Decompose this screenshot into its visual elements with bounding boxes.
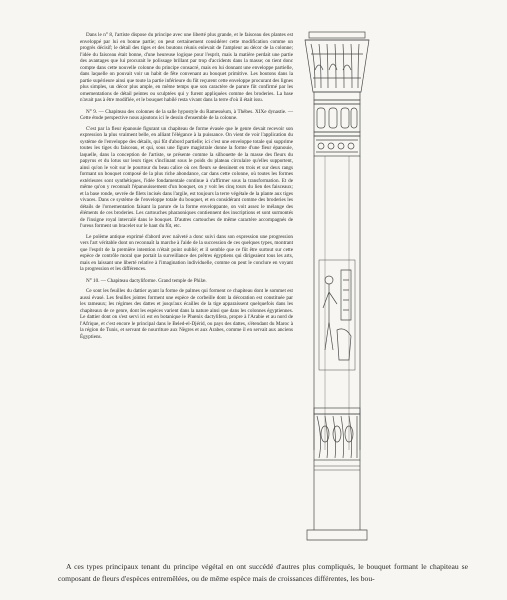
- paragraph-palm-capital: Ce sont les feuilles du dattier ayant la forme de palmes qui forment ce chapiteau dont le sommet est aussi évasé. Les feuilles jointes forment une espèce de corbeille dont la décoration est constituée par les rameaux; les régimes des dattes et jusqu'aux écailles de la tige apparaissent quelquefois dans les chapiteaux de ce genre, dont les espèces varient dans la nature ainsi que dans les colonnes égyptiennes. Le dattier dont on s'est servi ici est en botanique le Phœnix dactylifera, propre à l'Arabie et au nord de l'Afrique, et c'est encore le principal dans le Beled-el-Djérid, ou pays des dattes, s'étendant du Maroc à la région de Tunis, et servant de nourriture aux Nègres et aux Arabes, comme il en servait aux anciens Égyptiens.: [80, 288, 293, 340]
- capital-lotus-pattern: [311, 44, 363, 88]
- column-base: [307, 530, 367, 540]
- caption-no9: N° 9. — Chapiteau des colonnes de la salle hypostyle du Ramesséum, à Thèbes. XIXe dynastie. — Cette étude perspective nous ajoutons ici le dessin d'ensemble de la colonne.: [80, 108, 293, 121]
- cartouche-frieze: [317, 108, 357, 128]
- relief-panel: [319, 260, 355, 370]
- column-abacus: [309, 32, 365, 38]
- lower-decoration: [314, 414, 360, 460]
- bracelet-band: [314, 136, 360, 156]
- column-shaft: [314, 156, 360, 450]
- full-width-paragraph: A ces types principaux tenant du principe végétal en ont succédé d'autres plus compliqués, le bouquet formant le chapiteau se composant de fleurs d'espèces entremêlées, ou de même espèce mais de croissances différentes, les bou-: [58, 562, 468, 583]
- paragraph-capital-flower: C'est par la fleur épanouie figurant un chapiteau de forme évasée que le genre devait recevoir son expression la plus vraiment belle, en alliant l'élégance à la puissance. On vient de voir l'application du système de l'enveloppe des détails, qui fût d'abord partielle; ici c'est une enveloppe totale qui supprime toutes les tiges du faisceau, et qui, sous une figure magistrale donne la forme d'une fleur épanouie, laquelle, dans la conception de l'artiste, se présente comme la silhouette de la masse des fleurs du papyrus et du lotus sur leurs tiges s'inclinant sous le poids du plateau circulaire qu'elles supportent, ainsi qu'on le voit sur le pourtour du beau calice où ces fleurs se dessinent en trois et sur deux rangs formant un bouquet composé de la plus riche abondance, car dans cette colonne, où toutes les formes extérieures sont synthétiques, l'idée fondamentale continue à s'affirmer sous la transformation. Et de même qu'on y reconnaît l'épanouissement d'un bouquet, on y voit les cinq tours du lien des faisceaux; et la base ronde, sevrée de filets incisés dans l'argile, est toujours la terre végétale de la plante aux tiges vivaces. Dans ce système de l'enveloppe totale du bouquet, et en considérant comme des broderies les détails de l'ornementation faisant la parure de la forme enveloppante, on voit assez le mélange des éléments de ces broderies. Les cartouches pharaoniques contiennent des inscriptions et sont surmontés de l'insigne royal intercalé dans le bouquet. D'autres cartouches de même caractère accompagnés de l'ureus forment un bracelet sur le haut du fût, etc.: [80, 125, 293, 229]
- caption-no10: N° 10. — Chapiteau dactyliforme. Grand temple de Philæ.: [86, 277, 207, 284]
- paragraph-progression: Le polème antique exprimé d'abord avec naïveté a donc suivi dans son expression une progression vers l'art véritable dont on reconnaît la marche à l'aide de la succession de ces quelques types, montrant que l'esprit de la première intention n'était point oublié; et il semble que ce fût être surtout sur cette espèce de contrôle moral que portait la surveillance des prêtres égyptiens qui dirigeaient tous les arts, mais en laissant une liberté relative à l'imagination individuelle, comme on peut le conclure en voyant la progression et les différences.: [80, 233, 293, 272]
- paragraph-no8: Dans le n° 8, l'artiste dispose du principe avec une liberté plus grande, et le faisceau des plantes est enveloppé par lui en bonne partie; on peut certainement considérer cette modification comme un progrès décisif; le détail des tiges et des boutons réunis enlevait de l'ampleur au décor de la colonne; l'idée du faisceau était bonne, d'une heureuse logique pour l'esprit, mais la matière perdait une partie des avantages que lui procurait le polissage brillant par trop d'accidents dans la masse; on tient donc compte dans cette nouvelle colonne du principe consacré, mais en lui donnant une enveloppe partielle, dans laquelle on pouvait voir un habit de fête convenant au bouquet primitive. Les boutons dans la partie supérieure ainsi que toute la partie inférieure du fût reçurent cette enveloppe procurant des lignes plus simples, un décor plus ample, en même temps que son caractère de parure fût confirmé par les ornementations de détail peintes ou sculptées qui y furent appliquées comme des broderies. La base n'avait pas à être modifiée, et le bouquet habilé resta vivant dans la terre d'où il était issu.: [80, 32, 293, 103]
- commentary-column: [80, 32, 293, 344]
- egyptian-column-drawing: [301, 30, 373, 545]
- column-illustration: [301, 30, 373, 545]
